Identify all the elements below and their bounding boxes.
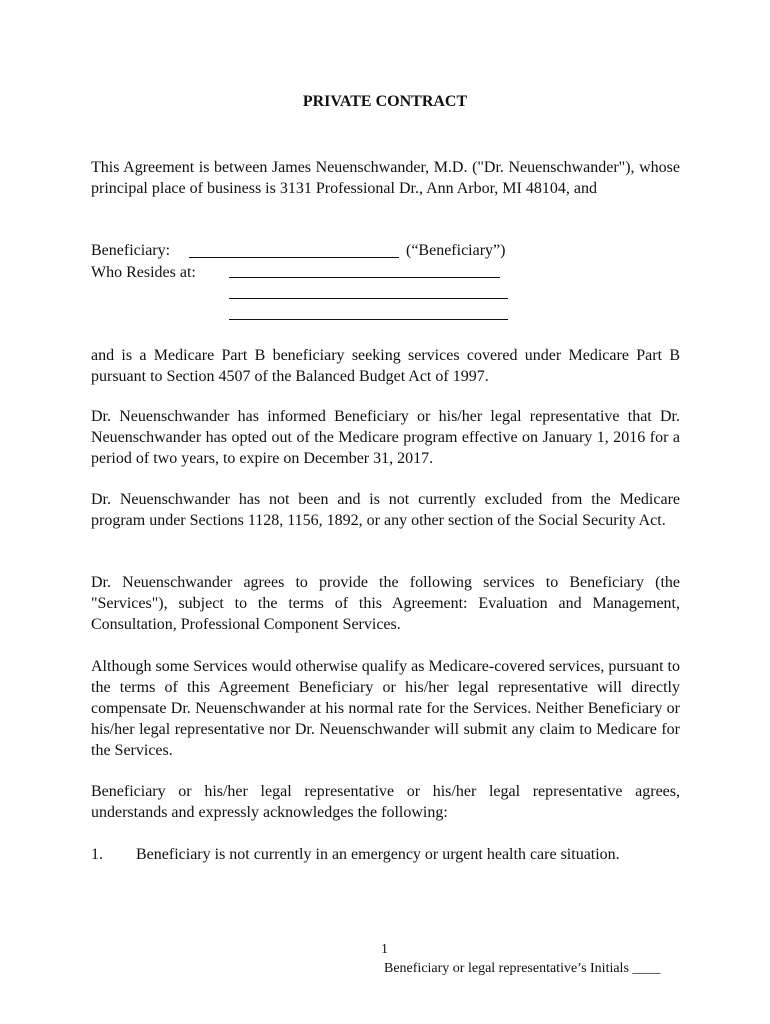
item-1-number: 1. — [91, 846, 103, 863]
intro-paragraph: This Agreement is between James Neuenschwander, M.D. ("Dr. Neuenschwander"), whose principal place of business is 3131 Professional Dr., Ann Arbor, MI 48104, and — [91, 159, 680, 197]
resides-label: Who Resides at: — [91, 264, 196, 281]
beneficiary-label: Beneficiary: — [91, 242, 171, 259]
paragraph-services: Dr. Neuenschwander agrees to provide the following services to Beneficiary (the "Services"), subject to the terms of this Agreement: Evaluation and Management, Consultation, Professional Component Services. — [91, 574, 680, 633]
address-line-2-blank[interactable] — [229, 298, 508, 299]
page-number: 1 — [381, 942, 388, 957]
address-line-3-blank[interactable] — [229, 319, 508, 320]
paragraph-medicare-beneficiary: and is a Medicare Part B beneficiary seeking services covered under Medicare Part B pursuant to Section 4507 of the Balanced Budget Act of 1997. — [91, 347, 680, 385]
paragraph-acknowledgment: Beneficiary or his/her legal representative or his/her legal representative agrees, understands and expressly acknowledges the following: — [91, 783, 680, 821]
paragraph-not-excluded: Dr. Neuenschwander has not been and is not currently excluded from the Medicare program under Sections 1128, 1156, 1892, or any other section of the Social Security Act. — [91, 491, 680, 529]
paragraph-opt-out: Dr. Neuenschwander has informed Beneficiary or his/her legal representative that Dr. Neuenschwander has opted out of the Medicare program effective on January 1, 2016 for a period of two years, to expire on December 31, 2017. — [91, 408, 680, 467]
address-line-1-blank[interactable] — [229, 277, 500, 278]
item-1-text: Beneficiary is not currently in an emergency or urgent health care situation. — [136, 846, 620, 863]
beneficiary-suffix: (“Beneficiary”) — [406, 242, 506, 259]
beneficiary-name-blank[interactable] — [189, 257, 399, 258]
paragraph-compensation: Although some Services would otherwise qualify as Medicare-covered services, pursuant to the terms of this Agreement Beneficiary or his/her legal representative will directly compensate Dr. Neuenschwander at his normal rate for the Services. Neither Beneficiary or his/her legal representative nor Dr. Neuenschwander will submit any claim to Medicare for the Services. — [91, 658, 680, 759]
footer-initials: Beneficiary or legal representative’s Initials ____ — [384, 961, 661, 976]
document-title: PRIVATE CONTRACT — [302, 93, 468, 110]
